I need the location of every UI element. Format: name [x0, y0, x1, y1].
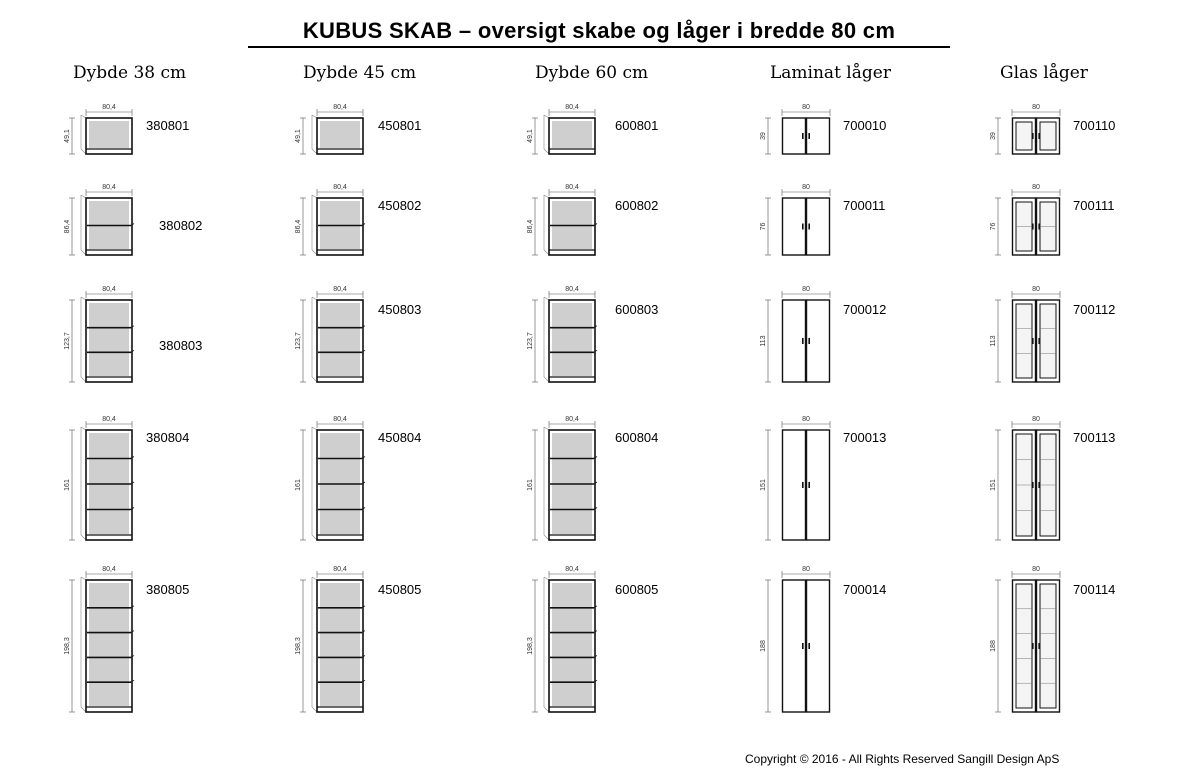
door-handle	[808, 133, 810, 139]
cabinet-drawing-450803	[295, 286, 365, 382]
glass-pane	[1040, 304, 1056, 378]
width-dimension-label: 80	[1032, 104, 1040, 111]
height-dimension-label: 151	[760, 479, 767, 491]
height-dimension-label: 151	[990, 479, 997, 491]
cabinet-drawing-380801	[64, 104, 132, 154]
width-dimension-label: 80,4	[102, 286, 116, 293]
height-dimension-label: 86,4	[295, 219, 302, 234]
product-code: 450804	[378, 430, 422, 445]
back-panel	[552, 121, 592, 148]
height-dimension-label: 76	[760, 222, 767, 231]
column-heading-depth-45: Dybde 45 cm	[303, 63, 417, 83]
product-code: 450803	[378, 302, 422, 317]
width-dimension-label: 80,4	[102, 184, 116, 191]
height-dimension-label: 188	[990, 640, 997, 652]
height-dimension-label: 188	[760, 640, 767, 652]
width-dimension-label: 80,4	[102, 416, 116, 423]
cabinet-drawing-600803	[527, 286, 597, 382]
height-dimension-label: 123,7	[295, 332, 302, 350]
door-handle	[1032, 643, 1034, 649]
product-code: 600801	[615, 118, 659, 133]
door-handle	[1032, 224, 1034, 230]
product-code: 380801	[146, 118, 190, 133]
laminate-door-drawing-700012	[760, 286, 830, 382]
column-heading-glass-doors: Glas låger	[1000, 63, 1088, 83]
width-dimension-label: 80	[1032, 566, 1040, 573]
door-handle	[1038, 133, 1040, 139]
column-heading-depth-60: Dybde 60 cm	[535, 63, 649, 83]
height-dimension-label: 39	[760, 132, 767, 140]
product-code: 700113	[1073, 430, 1116, 445]
product-code: 700112	[1073, 302, 1116, 317]
height-dimension-label: 113	[760, 335, 767, 347]
door-handle	[1038, 338, 1040, 344]
back-panel	[89, 303, 129, 376]
height-dimension-label: 161	[64, 479, 71, 491]
column-heading-depth-38: Dybde 38 cm	[73, 63, 187, 83]
back-panel	[89, 583, 129, 706]
laminate-door-drawing-700013	[760, 416, 830, 540]
door-handle	[1038, 482, 1040, 488]
height-dimension-label: 198,3	[295, 637, 302, 655]
height-dimension-label: 123,7	[527, 332, 534, 350]
height-dimension-label: 86,4	[64, 219, 71, 234]
glass-pane	[1016, 584, 1032, 708]
column-heading-laminate-doors: Laminat låger	[770, 63, 891, 83]
cabinet-drawing-380805	[64, 566, 134, 712]
cabinet-drawing-380804	[64, 416, 134, 540]
product-code: 700014	[843, 582, 887, 597]
width-dimension-label: 80,4	[333, 104, 347, 111]
width-dimension-label: 80	[802, 416, 810, 423]
glass-door-drawing-700110	[990, 104, 1060, 154]
height-dimension-label: 49,1	[295, 129, 302, 143]
cabinet-drawing-450801	[295, 104, 363, 154]
width-dimension-label: 80,4	[565, 566, 579, 573]
product-code: 700012	[843, 302, 887, 317]
door-handle	[802, 224, 804, 230]
product-code: 380802	[159, 218, 203, 233]
product-code: 450801	[378, 118, 422, 133]
height-dimension-label: 49,1	[527, 129, 534, 143]
height-dimension-label: 123,7	[64, 332, 71, 350]
product-code: 700114	[1073, 582, 1116, 597]
back-panel	[552, 583, 592, 706]
cabinet-drawing-380802	[64, 184, 134, 255]
cabinet-drawing-600804	[527, 416, 597, 540]
back-panel	[89, 121, 129, 148]
door-handle	[808, 482, 810, 488]
height-dimension-label: 161	[295, 479, 302, 491]
width-dimension-label: 80	[1032, 286, 1040, 293]
door-handle	[1038, 224, 1040, 230]
height-dimension-label: 113	[990, 335, 997, 347]
glass-door-drawing-700113	[990, 416, 1060, 540]
product-code: 600803	[615, 302, 659, 317]
door-handle	[802, 338, 804, 344]
product-code: 700013	[843, 430, 887, 445]
door-handle	[808, 643, 810, 649]
cabinet-drawing-450802	[295, 184, 365, 255]
width-dimension-label: 80,4	[565, 104, 579, 111]
width-dimension-label: 80,4	[333, 416, 347, 423]
product-code: 450802	[378, 198, 422, 213]
glass-pane	[1016, 304, 1032, 378]
height-dimension-label: 86,4	[527, 219, 534, 234]
height-dimension-label: 161	[527, 479, 534, 491]
product-code: 600805	[615, 582, 659, 597]
cabinet-drawing-600802	[527, 184, 597, 255]
back-panel	[320, 303, 360, 376]
product-code: 700110	[1073, 118, 1116, 133]
glass-door-drawing-700114	[990, 566, 1060, 712]
width-dimension-label: 80,4	[102, 104, 116, 111]
door-handle	[802, 133, 804, 139]
door-handle	[802, 482, 804, 488]
product-code: 700010	[843, 118, 887, 133]
product-code: 700011	[843, 198, 886, 213]
height-dimension-label: 76	[990, 222, 997, 231]
width-dimension-label: 80	[802, 104, 810, 111]
product-code: 600804	[615, 430, 659, 445]
glass-door-drawing-700111	[990, 184, 1060, 255]
laminate-door-drawing-700010	[760, 104, 830, 154]
width-dimension-label: 80,4	[333, 566, 347, 573]
width-dimension-label: 80	[1032, 184, 1040, 191]
product-code: 700111	[1073, 198, 1115, 213]
product-code: 380805	[146, 582, 190, 597]
door-handle	[802, 643, 804, 649]
page-title: KUBUS SKAB – oversigt skabe og låger i bredde 80 cm	[248, 18, 950, 48]
glass-pane	[1016, 122, 1032, 150]
product-code: 380804	[146, 430, 190, 445]
door-handle	[1038, 643, 1040, 649]
product-code: 380803	[159, 338, 203, 353]
width-dimension-label: 80	[802, 184, 810, 191]
back-panel	[552, 303, 592, 376]
glass-door-drawing-700112	[990, 286, 1060, 382]
width-dimension-label: 80,4	[333, 286, 347, 293]
height-dimension-label: 198,3	[64, 637, 71, 655]
width-dimension-label: 80,4	[102, 566, 116, 573]
door-handle	[808, 338, 810, 344]
width-dimension-label: 80,4	[565, 416, 579, 423]
cabinet-drawing-380803	[64, 286, 134, 382]
door-handle	[1032, 338, 1034, 344]
laminate-door-drawing-700011	[760, 184, 830, 255]
door-handle	[1032, 482, 1034, 488]
height-dimension-label: 49,1	[64, 129, 71, 143]
laminate-door-drawing-700014	[760, 566, 830, 712]
cabinet-drawing-450804	[295, 416, 365, 540]
width-dimension-label: 80	[802, 286, 810, 293]
cabinet-drawing-600801	[527, 104, 595, 154]
width-dimension-label: 80	[1032, 416, 1040, 423]
product-code: 450805	[378, 582, 422, 597]
cabinet-drawing-600805	[527, 566, 597, 712]
glass-pane	[1040, 584, 1056, 708]
door-handle	[1032, 133, 1034, 139]
back-panel	[320, 583, 360, 706]
door-handle	[808, 224, 810, 230]
product-code: 600802	[615, 198, 659, 213]
cabinet-drawing-450805	[295, 566, 365, 712]
width-dimension-label: 80,4	[565, 286, 579, 293]
back-panel	[320, 121, 360, 148]
copyright-notice: Copyright © 2016 - All Rights Reserved Sangill Design ApS	[745, 752, 1060, 766]
height-dimension-label: 198,3	[527, 637, 534, 655]
glass-pane	[1040, 122, 1056, 150]
width-dimension-label: 80	[802, 566, 810, 573]
height-dimension-label: 39	[990, 132, 997, 140]
width-dimension-label: 80,4	[565, 184, 579, 191]
width-dimension-label: 80,4	[333, 184, 347, 191]
